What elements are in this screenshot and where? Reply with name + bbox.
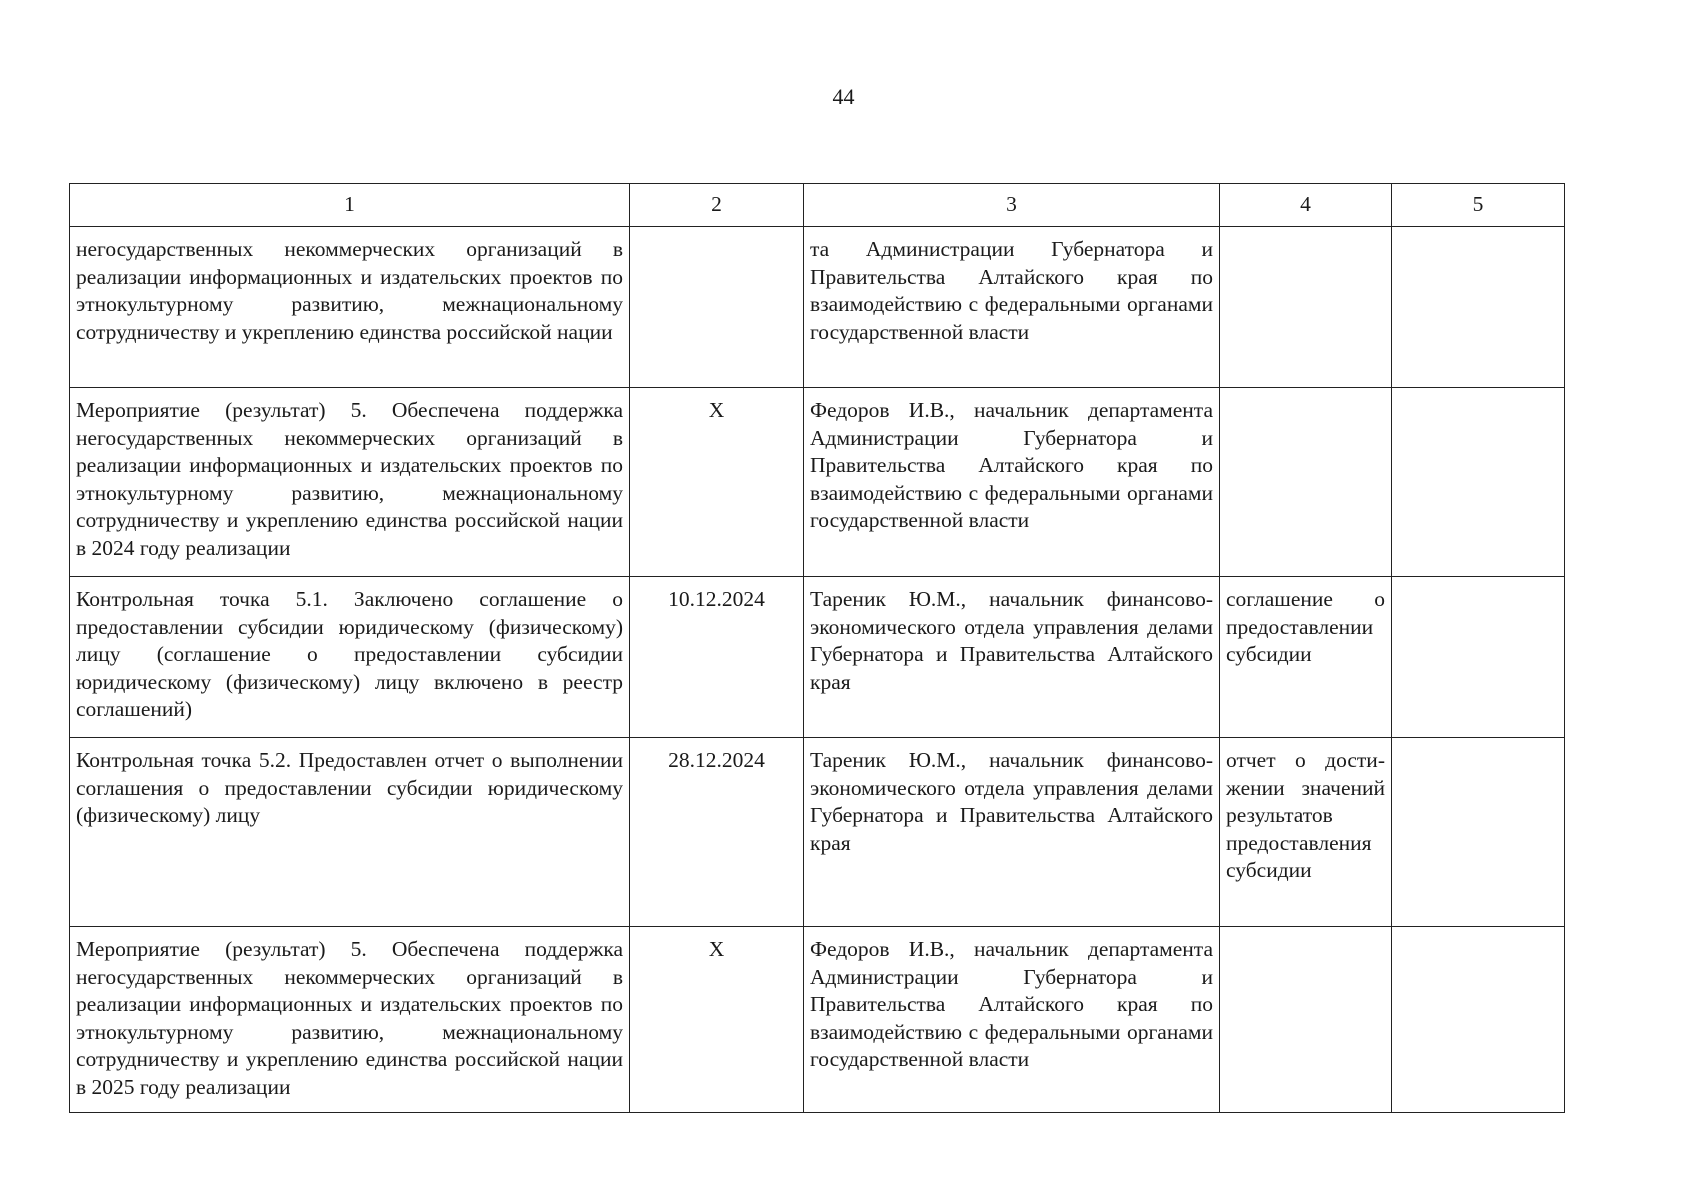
document-table: [69, 183, 1565, 1113]
deadline-cell: 28.12.2024: [630, 738, 804, 927]
column-header-5: 5: [1392, 184, 1565, 227]
deadline-cell: X: [630, 388, 804, 577]
document-type-cell: соглашение о предоставлении субсидии: [1220, 577, 1392, 738]
info-system-cell: [1392, 738, 1565, 927]
responsible-person-cell: Тареник Ю.М., начальник финансово-экономического отдела управления делами Губернатора и Правительства Алтайского края: [804, 577, 1220, 738]
deadline-cell: 10.12.2024: [630, 577, 804, 738]
column-header-4: 4: [1220, 184, 1392, 227]
table-row: [70, 927, 1565, 1113]
event-description-cell: Мероприятие (результат) 5. Обеспечена поддержка негосударственных некоммерческих организаций в реализации информационных и издательских проектов по этнокультурному развитию, межнациональному сотрудничеству и укреплению единства российской нации в 2024 году реализации: [70, 388, 630, 577]
event-description-cell: Мероприятие (результат) 5. Обеспечена поддержка негосударственных некоммерческих организаций в реализации информационных и издательских проектов по этнокультурному развитию, межнациональному сотрудничеству и укреплению единства российской нации в 2025 году реализации: [70, 927, 630, 1113]
column-header-1: 1: [70, 184, 630, 227]
deadline-cell: [630, 227, 804, 388]
table-row: [70, 577, 1565, 738]
document-type-cell: [1220, 227, 1392, 388]
deadline-cell: X: [630, 927, 804, 1113]
document-type-cell: [1220, 927, 1392, 1113]
table-row: [70, 227, 1565, 388]
column-header-2: 2: [630, 184, 804, 227]
table-header-row: [70, 184, 1565, 227]
responsible-person-cell: та Администрации Губернатора и Правительства Алтайского края по взаимодействию с федеральными органами государственной власти: [804, 227, 1220, 388]
table-row: [70, 738, 1565, 927]
info-system-cell: [1392, 388, 1565, 577]
event-description-cell: Контрольная точка 5.1. Заключено соглашение о предоставлении субсидии юридическому (физическому) лицу (соглашение о предоставлении субсидии юридическому (физическому) лицу включено в реестр соглашений): [70, 577, 630, 738]
info-system-cell: [1392, 927, 1565, 1113]
event-description-cell: Контрольная точка 5.2. Предоставлен отчет о выполнении соглашения о предоставлении субсидии юридическому (физическому) лицу: [70, 738, 630, 927]
table-row: [70, 388, 1565, 577]
column-header-3: 3: [804, 184, 1220, 227]
responsible-person-cell: Федоров И.В., начальник департамента Администрации Губернатора и Правительства Алтайского края по взаимодействию с федеральными органами государственной власти: [804, 388, 1220, 577]
info-system-cell: [1392, 227, 1565, 388]
event-description-cell: негосударственных некоммерческих организаций в реализации информационных и издательских проектов по этнокультурному развитию, межнациональному сотрудничеству и укреплению единства российской нации: [70, 227, 630, 388]
info-system-cell: [1392, 577, 1565, 738]
responsible-person-cell: Тареник Ю.М., начальник финансово-экономического отдела управления делами Губернатора и Правительства Алтайского края: [804, 738, 1220, 927]
document-type-cell: [1220, 388, 1392, 577]
responsible-person-cell: Федоров И.В., начальник департамента Администрации Губернатора и Правительства Алтайского края по взаимодействию с федеральными органами государственной власти: [804, 927, 1220, 1113]
page-number: 44: [832, 84, 855, 109]
document-type-cell: отчет о достижении значений результатов предоставления субсидии: [1220, 738, 1392, 927]
